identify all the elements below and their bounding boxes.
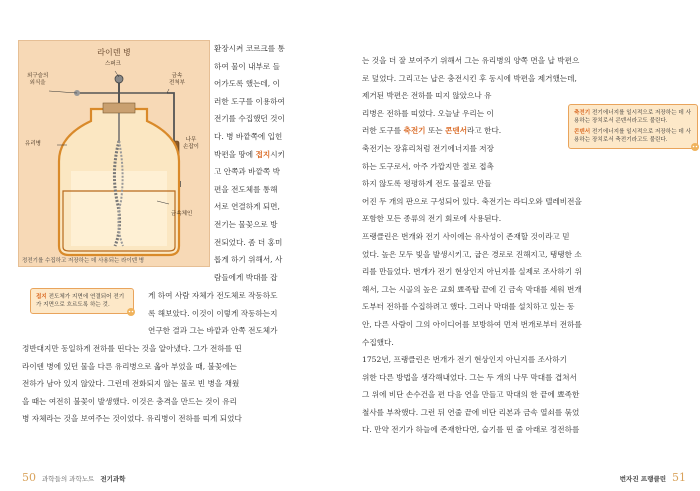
page-number: 50 bbox=[22, 471, 36, 484]
note-icon bbox=[125, 307, 137, 317]
sidenote-capacitor bbox=[568, 104, 698, 149]
text-line: 정반대지만 동일하게 전하를 띤다는 것을 알아냈다. 그가 전하를 띤 bbox=[22, 344, 242, 353]
text-line: 전기를 수집했던 것이 bbox=[214, 114, 285, 124]
keyword-capacitor: 축전기 bbox=[403, 126, 426, 136]
text-line: 하는 도구로서, 아주 가깝지만 절로 접촉 bbox=[362, 161, 494, 171]
text-line: 환장시켜 코르크를 통 bbox=[214, 44, 285, 53]
label-wooden-handle: 나무 손잡이 bbox=[183, 137, 199, 150]
sidenote-key: 접지 bbox=[36, 294, 47, 300]
text-line: 로 덮었다. 그리고는 납은 충전시킨 후 동시에 박편을 제거했는데, bbox=[362, 73, 577, 83]
text-line: 록 해보았다. 이것이 이렇게 작동하는지 bbox=[148, 308, 278, 318]
text-line: 1752년, 프랭클린은 번개가 전기 현상인지 아닌지를 조사하기 bbox=[362, 355, 567, 365]
right-footer bbox=[620, 471, 686, 484]
sidenote-grounding bbox=[30, 288, 134, 314]
text-line: 리병은 전하를 띠었다. 오늘날 우리는 이 bbox=[362, 108, 494, 118]
right-page bbox=[350, 0, 700, 491]
text-line: 롭게 하기 위해서, 사 bbox=[214, 255, 283, 265]
keyword-grounding: 접지 bbox=[255, 149, 271, 159]
book-title: 전기과학 bbox=[100, 475, 126, 483]
sidenote-entry bbox=[574, 128, 692, 144]
text-line: 박편을 땅에 접지시키 bbox=[214, 149, 285, 159]
sidenote-key: 축전기 bbox=[574, 110, 591, 116]
text-line: 도부터 전하를 수집하려고 했다. 그러나 막대를 설치하고 있는 동 bbox=[362, 302, 575, 312]
left-middle-text bbox=[148, 287, 348, 340]
leyden-jar-figure bbox=[18, 40, 210, 267]
text-line: 전기는 물꽃으로 방 bbox=[214, 219, 278, 229]
left-footer bbox=[22, 471, 125, 484]
sidenote-text: 전기에너지를 일시적으로 저장하는 데 사용하는 장치로서 축전기라고도 불린다. bbox=[574, 129, 691, 143]
text-line: 하지 않도록 평평하게 전도 물질로 만들 bbox=[362, 179, 492, 189]
text-line: 전하가 남아 있지 않았다. 그런데 전화되지 않는 물로 빈 병을 채웠 bbox=[22, 379, 240, 389]
text-line: 전되었다. 좀 더 홍미 bbox=[214, 237, 283, 247]
left-lower-text bbox=[22, 340, 348, 428]
text-line: 프랭클린은 번개와 전기 사이에는 유사성이 존재할 것이라고 믿 bbox=[362, 231, 570, 241]
text-line: 고 안쪽과 바깥쪽 박 bbox=[214, 167, 280, 177]
text-line: 수집했다. bbox=[362, 337, 394, 347]
text-line: 위한 다른 방법을 생각해내었다. 그는 두 개의 나무 막대를 겹쳐서 bbox=[362, 372, 577, 382]
text-line: 서로 연결하게 되면, bbox=[214, 202, 280, 212]
text-line: 었다. 높은 모두 빛을 발생시키고, 굽은 경로로 진해지고, 탱탱한 소 bbox=[362, 249, 582, 259]
text-line: 연구한 결과 그는 바깥과 안쪽 전도체가 bbox=[148, 326, 278, 336]
text-line: 게 하여 사람 자체가 전도체로 작동하도 bbox=[148, 291, 278, 300]
chapter-title: 번자진 프랭클린 bbox=[619, 475, 666, 483]
label-glass-beaker: 외구슬의 외식을 bbox=[27, 73, 49, 86]
figure-caption: 정전기를 수집하고 저장하는 데 사용되는 라이덴 병 bbox=[22, 258, 145, 264]
sidenote-text: 전도체가 지면에 연결되어 전기가 지면으로 흐르도록 하는 것. bbox=[36, 294, 125, 308]
series-name: 과학들의 과학노트 bbox=[42, 475, 95, 483]
left-upper-text bbox=[214, 40, 346, 286]
text-line: 하여 물이 내부로 들 bbox=[214, 61, 280, 71]
text-line: 을 때는 여전히 불꽃이 발생했다. 이것은 충격을 만드는 것이 유리 bbox=[22, 396, 237, 406]
text-line: 러한 도구를 축전기 또는 콘덴서라고 한다. bbox=[362, 126, 502, 136]
sidenote-entry bbox=[574, 109, 692, 125]
text-line: 제거된 박편은 전하를 띠지 않았으나 유 bbox=[362, 91, 492, 101]
page-number: 51 bbox=[672, 471, 686, 484]
figure-title: 라이덴 병 bbox=[97, 48, 131, 57]
note-icon bbox=[689, 142, 700, 152]
text-line: 그 위에 비단 손수건을 편 다음 연을 만들고 막대의 한 끝에 뾰족한 bbox=[362, 390, 580, 400]
text-line: 포함한 모든 종류의 전기 회로에 사용된다. bbox=[362, 214, 502, 224]
text-line: 리를 만들었다. 번개가 전기 현상인지 아닌지를 실제로 조사하기 위 bbox=[362, 267, 582, 277]
text-line: 라이덴 병에 있던 물을 다른 유리병으로 옮아 부었을 때, 불꽃에는 bbox=[22, 361, 237, 371]
label-spoon: 스퍼크 bbox=[105, 61, 121, 67]
label-metal-rod: 금속 전척부 bbox=[169, 73, 185, 86]
text-line: 축전기는 장휴리처럼 전기에너지를 저장 bbox=[362, 143, 494, 153]
text-line: 해서, 그는 시골의 높은 교회 뾰족탑 끝에 긴 금속 막대를 세워 번개 bbox=[362, 284, 582, 294]
text-line: 어가도록 했는데, 이 bbox=[214, 79, 280, 89]
text-line: 다. 만약 전기가 하늘에 존재한다면, 습기를 띤 줄 아래로 정전하를 bbox=[362, 425, 580, 435]
text-line: 다. 병 바깥쪽에 입힌 bbox=[214, 131, 283, 141]
text-line: 병 자체라는 것을 보여주는 것이었다. 유리병이 전하를 띠게 되었다 bbox=[22, 414, 242, 424]
label-glass-bottle: 유리병 bbox=[25, 141, 41, 147]
text-line: 어진 두 개의 판으로 구성되어 있다. 축전기는 라디오와 텔레비전을 bbox=[362, 196, 582, 206]
text-line: 안, 다른 사람이 그의 아이디어를 보방하여 먼저 번개로부터 전하를 bbox=[362, 319, 582, 329]
label-metal-chain: 금속체인 bbox=[171, 211, 193, 217]
sidenote-text: 전기에너지를 일시적으로 저장하는 데 사용하는 장치로서 콘덴서라고도 불린다. bbox=[574, 110, 691, 124]
text-line: 는 것을 더 잘 보여주기 위해서 그는 유리병의 양쪽 면을 납 박편으 bbox=[362, 56, 580, 65]
sidenote-key: 콘덴서 bbox=[574, 129, 591, 135]
text-line: 철사를 부착했다. 그런 뒤 연줄 끝에 비단 리본과 금속 열쇠를 묶었 bbox=[362, 407, 580, 417]
text-line: 람들에게 박대를 잡 bbox=[214, 272, 278, 282]
keyword-condenser: 콘덴서 bbox=[445, 126, 468, 136]
text-line: 편을 전도체를 통해 bbox=[214, 184, 278, 194]
text-line: 러한 도구를 이용하여 bbox=[214, 96, 285, 106]
